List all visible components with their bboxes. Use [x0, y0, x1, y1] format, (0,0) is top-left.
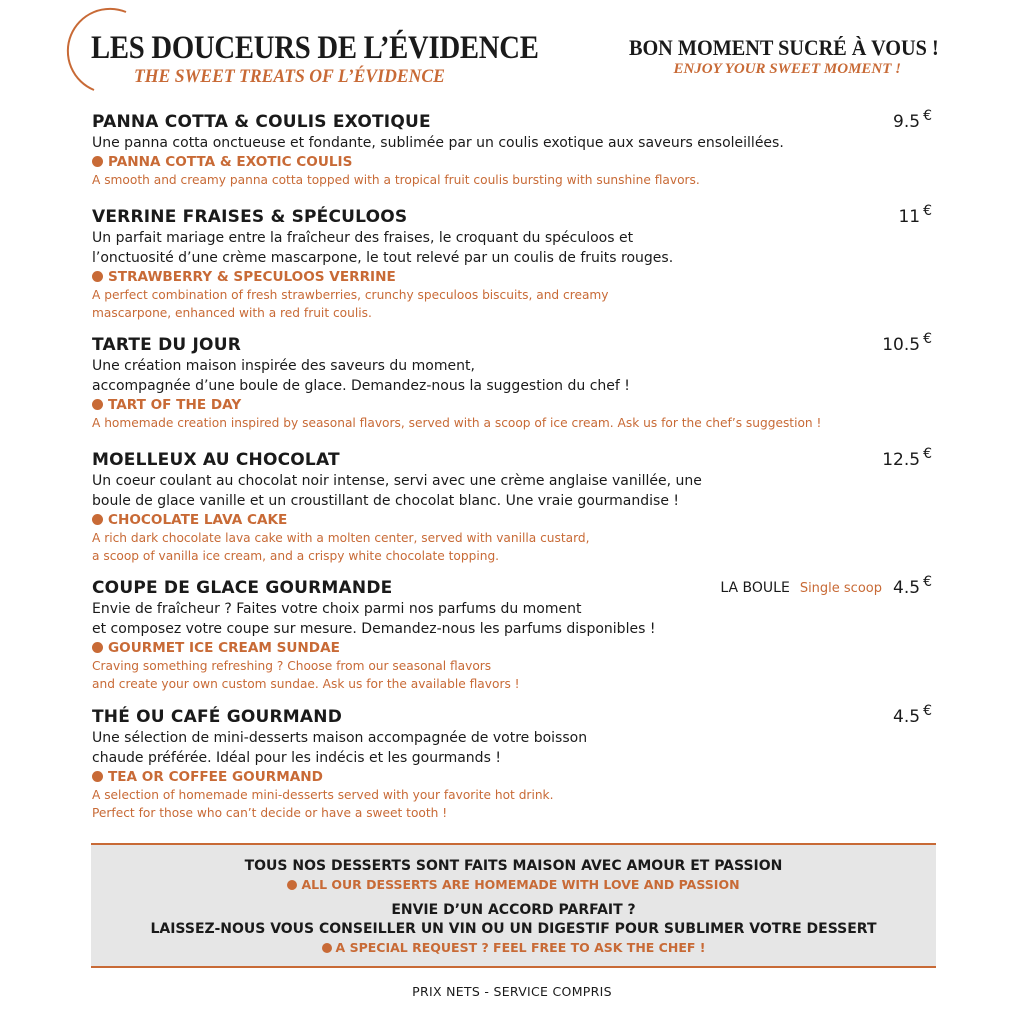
- currency-symbol: €: [923, 203, 932, 219]
- scoop-label: LA BOULE Single scoop: [720, 580, 882, 596]
- homemade-notice: [91, 843, 936, 968]
- menu-item: [92, 331, 934, 433]
- item-description-en: A smooth and creamy panna cotta topped with a tropical fruit coulis bursting with sunshine flavors.: [92, 173, 700, 187]
- notice-pairing-question: ENVIE D’UN ACCORD PARFAIT ?: [391, 902, 636, 918]
- notice-request-en: A SPECIAL REQUEST ? FEEL FREE TO ASK THE CHEF !: [91, 939, 936, 957]
- item-description: Une création maison inspirée des saveurs du moment, accompagnée d’une boule de glace. Demandez-nous la suggestion du chef !: [92, 358, 630, 394]
- currency-symbol: €: [923, 108, 932, 124]
- item-description-en: A selection of homemade mini-desserts served with your favorite hot drink. Perfect for those who can’t decide or have a sweet tooth !: [92, 788, 554, 820]
- bullet-icon: [287, 880, 297, 890]
- notice-homemade: TOUS NOS DESSERTS SONT FAITS MAISON AVEC AMOUR ET PASSION: [244, 858, 783, 874]
- item-description: Un coeur coulant au chocolat noir intense, servi avec une crème anglaise vanillée, une boule de glace vanille et un croustillant de chocolat blanc. Une vraie gourmandise !: [92, 473, 702, 509]
- bullet-icon: [92, 642, 103, 653]
- item-name-en: STRAWBERRY & SPECULOOS VERRINE: [92, 268, 934, 287]
- menu-item: [92, 574, 934, 693]
- menu-title: LES DOUCEURS DE L’ÉVIDENCE: [91, 30, 539, 66]
- item-price: 11 €: [898, 203, 932, 227]
- tagline-en: ENJOY YOUR SWEET MOMENT !: [673, 61, 901, 77]
- currency-symbol: €: [923, 331, 932, 347]
- bullet-icon: [92, 156, 103, 167]
- bullet-icon: [92, 399, 103, 410]
- menu-item: [92, 703, 934, 822]
- price-note: PRIX NETS - SERVICE COMPRIS: [412, 984, 612, 999]
- item-description-en: A rich dark chocolate lava cake with a molten center, served with vanilla custard, a scoop of vanilla ice cream, and a crispy white chocolate topping.: [92, 531, 590, 563]
- item-name: THÉ OU CAFÉ GOURMAND: [92, 707, 343, 727]
- item-name: MOELLEUX AU CHOCOLAT: [92, 450, 340, 470]
- tagline: BON MOMENT SUCRÉ À VOUS !: [629, 35, 939, 60]
- item-name-en: PANNA COTTA & EXOTIC COULIS: [92, 153, 934, 172]
- scoop-label-en: Single scoop: [799, 581, 882, 596]
- item-name: TARTE DU JOUR: [92, 335, 241, 355]
- item-price: 4.5 €: [893, 574, 932, 598]
- bullet-icon: [92, 771, 103, 782]
- bullet-icon: [92, 514, 103, 525]
- item-description: Une sélection de mini-desserts maison accompagnée de votre boisson chaude préférée. Idéal pour les indécis et les gourmands !: [92, 730, 588, 766]
- menu-item: [92, 108, 934, 190]
- item-description: Un parfait mariage entre la fraîcheur des fraises, le croquant du spéculoos et l’onctuosité d’une crème mascarpone, le tout relevé par un coulis de fruits rouges.: [92, 230, 674, 266]
- item-description-en: A homemade creation inspired by seasonal flavors, served with a scoop of ice cream. Ask us for the chef’s suggestion !: [92, 416, 822, 430]
- item-price: 12.5 €: [882, 446, 932, 470]
- item-price: 9.5 €: [893, 108, 932, 132]
- notice-homemade-en: ALL OUR DESSERTS ARE HOMEMADE WITH LOVE AND PASSION: [91, 876, 936, 894]
- currency-symbol: €: [923, 446, 932, 462]
- item-description: Une panna cotta onctueuse et fondante, sublimée par un coulis exotique aux saveurs ensoleillées.: [92, 135, 784, 151]
- menu-subtitle: THE SWEET TREATS OF L’ÉVIDENCE: [134, 66, 445, 87]
- currency-symbol: €: [923, 574, 932, 590]
- item-name-en: TEA OR COFFEE GOURMAND: [92, 768, 934, 787]
- bullet-icon: [322, 943, 332, 953]
- notice-pairing: LAISSEZ-NOUS VOUS CONSEILLER UN VIN OU UN DIGESTIF POUR SUBLIMER VOTRE DESSERT: [150, 921, 877, 937]
- item-description-en: Craving something refreshing ? Choose from our seasonal flavors and create your own custom sundae. Ask us for the available flavors !: [92, 659, 520, 691]
- item-name-en: GOURMET ICE CREAM SUNDAE: [92, 639, 934, 658]
- item-price: 10.5 €: [882, 331, 932, 355]
- item-price: 4.5 €: [893, 703, 932, 727]
- item-name: PANNA COTTA & COULIS EXOTIQUE: [92, 112, 431, 132]
- item-name: COUPE DE GLACE GOURMANDE: [92, 578, 393, 598]
- currency-symbol: €: [923, 703, 932, 719]
- menu-item: [92, 203, 934, 322]
- item-name: VERRINE FRAISES & SPÉCULOOS: [92, 207, 408, 227]
- item-description: Envie de fraîcheur ? Faites votre choix parmi nos parfums du moment et composez votre coupe sur mesure. Demandez-nous les parfums disponibles !: [92, 601, 656, 637]
- item-name-en: TART OF THE DAY: [92, 396, 934, 415]
- item-description-en: A perfect combination of fresh strawberries, crunchy speculoos biscuits, and creamy mascarpone, enhanced with a red fruit coulis.: [92, 288, 609, 320]
- item-name-en: CHOCOLATE LAVA CAKE: [92, 511, 934, 530]
- menu-item: [92, 446, 934, 565]
- bullet-icon: [92, 271, 103, 282]
